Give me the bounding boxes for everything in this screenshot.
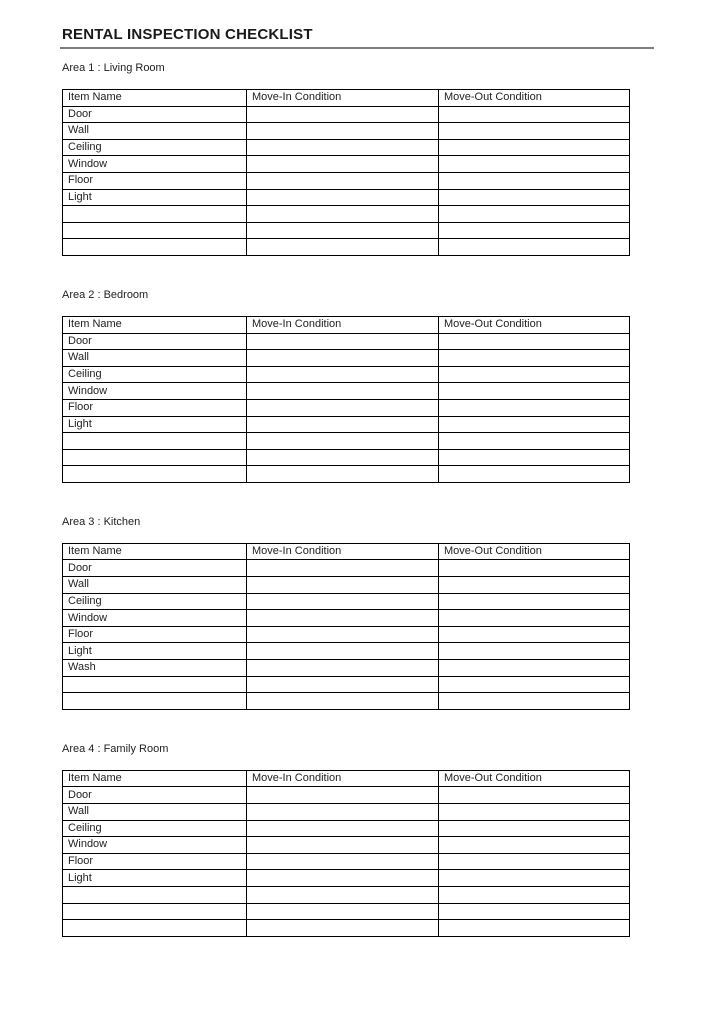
item-name-cell: Window — [63, 610, 247, 627]
move-in-condition-cell[interactable] — [247, 189, 439, 206]
area-heading: Area 4 : Family Room — [62, 742, 169, 755]
table-row — [63, 837, 630, 854]
table-row — [63, 156, 630, 173]
table-row — [63, 610, 630, 627]
item-name-cell[interactable] — [63, 920, 247, 937]
table-row-empty — [63, 693, 630, 710]
item-name-cell: Ceiling — [63, 593, 247, 610]
move-in-condition-cell[interactable] — [247, 172, 439, 189]
item-name-cell[interactable] — [63, 886, 247, 903]
column-header: Move-In Condition — [247, 316, 439, 333]
table-row — [63, 399, 630, 416]
area-heading: Area 2 : Bedroom — [62, 288, 149, 301]
move-out-condition-cell[interactable] — [439, 366, 630, 383]
column-header: Item Name — [63, 90, 247, 107]
table-header-row — [63, 770, 630, 787]
move-out-condition-cell[interactable] — [439, 433, 630, 450]
move-in-condition-cell[interactable] — [247, 920, 439, 937]
table-row — [63, 366, 630, 383]
table-row-empty — [63, 433, 630, 450]
table-row — [63, 189, 630, 206]
move-out-condition-cell[interactable] — [439, 333, 630, 350]
move-in-condition-cell[interactable] — [247, 643, 439, 660]
move-out-condition-cell[interactable] — [439, 350, 630, 367]
move-out-condition-cell[interactable] — [439, 449, 630, 466]
table-row-empty — [63, 466, 630, 483]
move-in-condition-cell[interactable] — [247, 239, 439, 256]
move-out-condition-cell[interactable] — [439, 886, 630, 903]
item-name-cell: Wall — [63, 350, 247, 367]
item-name-cell[interactable] — [63, 676, 247, 693]
table-row — [63, 350, 630, 367]
table-row-empty — [63, 676, 630, 693]
table-row — [63, 416, 630, 433]
move-out-condition-cell[interactable] — [439, 804, 630, 821]
area-heading: Area 3 : Kitchen — [62, 515, 141, 528]
item-name-cell: Floor — [63, 853, 247, 870]
move-in-condition-cell[interactable] — [247, 593, 439, 610]
move-in-condition-cell[interactable] — [247, 206, 439, 223]
move-in-condition-cell[interactable] — [247, 416, 439, 433]
item-name-cell[interactable] — [63, 433, 247, 450]
item-name-cell: Light — [63, 189, 247, 206]
column-header: Item Name — [63, 543, 247, 560]
inspection-table — [62, 316, 630, 483]
table-row — [63, 626, 630, 643]
move-in-condition-cell[interactable] — [247, 693, 439, 710]
item-name-cell: Ceiling — [63, 139, 247, 156]
item-name-cell: Floor — [63, 399, 247, 416]
sections-container — [62, 62, 629, 937]
table-row — [63, 383, 630, 400]
move-in-condition-cell[interactable] — [247, 676, 439, 693]
table-row-empty — [63, 449, 630, 466]
move-in-condition-cell[interactable] — [247, 853, 439, 870]
move-in-condition-cell[interactable] — [247, 560, 439, 577]
table-row-empty — [63, 903, 630, 920]
move-out-condition-cell[interactable] — [439, 787, 630, 804]
move-in-condition-cell[interactable] — [247, 626, 439, 643]
move-out-condition-cell[interactable] — [439, 693, 630, 710]
item-name-cell: Light — [63, 416, 247, 433]
move-in-condition-cell[interactable] — [247, 399, 439, 416]
item-name-cell: Floor — [63, 626, 247, 643]
item-name-cell: Window — [63, 837, 247, 854]
column-header: Item Name — [63, 316, 247, 333]
item-name-cell: Window — [63, 156, 247, 173]
table-row — [63, 853, 630, 870]
move-out-condition-cell[interactable] — [439, 676, 630, 693]
move-in-condition-cell[interactable] — [247, 123, 439, 140]
table-row-empty — [63, 206, 630, 223]
inspection-table — [62, 89, 630, 256]
column-header: Move-In Condition — [247, 90, 439, 107]
move-in-condition-cell[interactable] — [247, 449, 439, 466]
item-name-cell: Wall — [63, 123, 247, 140]
item-name-cell: Door — [63, 106, 247, 123]
move-out-condition-cell[interactable] — [439, 610, 630, 627]
item-name-cell: Light — [63, 643, 247, 660]
item-name-cell: Ceiling — [63, 366, 247, 383]
table-row — [63, 643, 630, 660]
table-row — [63, 560, 630, 577]
item-name-cell: Wall — [63, 804, 247, 821]
table-row — [63, 870, 630, 887]
move-in-condition-cell[interactable] — [247, 106, 439, 123]
move-in-condition-cell[interactable] — [247, 222, 439, 239]
item-name-cell[interactable] — [63, 466, 247, 483]
move-in-condition-cell[interactable] — [247, 139, 439, 156]
table-header-row — [63, 316, 630, 333]
move-in-condition-cell[interactable] — [247, 156, 439, 173]
area-section — [62, 62, 629, 256]
table-row-empty — [63, 886, 630, 903]
table-row — [63, 123, 630, 140]
table-row-empty — [63, 239, 630, 256]
move-out-condition-cell[interactable] — [439, 903, 630, 920]
move-out-condition-cell[interactable] — [439, 837, 630, 854]
area-heading: Area 1 : Living Room — [62, 62, 165, 74]
move-out-condition-cell[interactable] — [439, 106, 630, 123]
item-name-cell[interactable] — [63, 693, 247, 710]
area-section — [62, 516, 629, 710]
move-in-condition-cell[interactable] — [247, 903, 439, 920]
move-in-condition-cell[interactable] — [247, 577, 439, 594]
move-out-condition-cell[interactable] — [439, 189, 630, 206]
move-in-condition-cell[interactable] — [247, 660, 439, 677]
table-row — [63, 820, 630, 837]
move-out-condition-cell[interactable] — [439, 660, 630, 677]
item-name-cell: Window — [63, 383, 247, 400]
table-row — [63, 172, 630, 189]
move-out-condition-cell[interactable] — [439, 593, 630, 610]
inspection-table — [62, 543, 630, 710]
move-out-condition-cell[interactable] — [439, 399, 630, 416]
move-out-condition-cell[interactable] — [439, 920, 630, 937]
area-section — [62, 289, 629, 483]
item-name-cell[interactable] — [63, 222, 247, 239]
move-in-condition-cell[interactable] — [247, 787, 439, 804]
move-out-condition-cell[interactable] — [439, 643, 630, 660]
column-header: Move-Out Condition — [439, 90, 630, 107]
item-name-cell: Wash — [63, 660, 247, 677]
move-out-condition-cell[interactable] — [439, 416, 630, 433]
table-row — [63, 787, 630, 804]
move-in-condition-cell[interactable] — [247, 333, 439, 350]
table-header-row — [63, 90, 630, 107]
move-in-condition-cell[interactable] — [247, 383, 439, 400]
column-header: Item Name — [63, 770, 247, 787]
table-row — [63, 804, 630, 821]
item-name-cell: Wall — [63, 577, 247, 594]
column-header: Move-In Condition — [247, 770, 439, 787]
table-row — [63, 593, 630, 610]
page-title: RENTAL INSPECTION CHECKLIST — [62, 26, 313, 43]
move-out-condition-cell[interactable] — [439, 139, 630, 156]
item-name-cell: Ceiling — [63, 820, 247, 837]
move-out-condition-cell[interactable] — [439, 156, 630, 173]
item-name-cell[interactable] — [63, 239, 247, 256]
title-underline-rule — [60, 47, 654, 49]
item-name-cell: Floor — [63, 172, 247, 189]
inspection-table — [62, 770, 630, 937]
column-header: Move-In Condition — [247, 543, 439, 560]
area-section — [62, 743, 629, 937]
table-row — [63, 106, 630, 123]
move-in-condition-cell[interactable] — [247, 366, 439, 383]
move-in-condition-cell[interactable] — [247, 350, 439, 367]
move-out-condition-cell[interactable] — [439, 206, 630, 223]
move-out-condition-cell[interactable] — [439, 577, 630, 594]
move-in-condition-cell[interactable] — [247, 886, 439, 903]
item-name-cell[interactable] — [63, 206, 247, 223]
move-out-condition-cell[interactable] — [439, 222, 630, 239]
move-out-condition-cell[interactable] — [439, 383, 630, 400]
column-header: Move-Out Condition — [439, 543, 630, 560]
move-out-condition-cell[interactable] — [439, 466, 630, 483]
table-row — [63, 139, 630, 156]
move-in-condition-cell[interactable] — [247, 820, 439, 837]
move-out-condition-cell[interactable] — [439, 870, 630, 887]
table-header-row — [63, 543, 630, 560]
table-row — [63, 333, 630, 350]
move-out-condition-cell[interactable] — [439, 560, 630, 577]
item-name-cell[interactable] — [63, 449, 247, 466]
item-name-cell: Door — [63, 333, 247, 350]
move-out-condition-cell[interactable] — [439, 820, 630, 837]
move-in-condition-cell[interactable] — [247, 870, 439, 887]
move-out-condition-cell[interactable] — [439, 123, 630, 140]
move-out-condition-cell[interactable] — [439, 239, 630, 256]
column-header: Move-Out Condition — [439, 316, 630, 333]
table-row-empty — [63, 920, 630, 937]
move-in-condition-cell[interactable] — [247, 433, 439, 450]
move-out-condition-cell[interactable] — [439, 853, 630, 870]
move-in-condition-cell[interactable] — [247, 837, 439, 854]
table-row-empty — [63, 222, 630, 239]
move-in-condition-cell[interactable] — [247, 466, 439, 483]
move-in-condition-cell[interactable] — [247, 804, 439, 821]
move-in-condition-cell[interactable] — [247, 610, 439, 627]
item-name-cell: Door — [63, 560, 247, 577]
item-name-cell[interactable] — [63, 903, 247, 920]
item-name-cell: Light — [63, 870, 247, 887]
column-header: Move-Out Condition — [439, 770, 630, 787]
item-name-cell: Door — [63, 787, 247, 804]
table-row — [63, 577, 630, 594]
move-out-condition-cell[interactable] — [439, 626, 630, 643]
table-row — [63, 660, 630, 677]
move-out-condition-cell[interactable] — [439, 172, 630, 189]
